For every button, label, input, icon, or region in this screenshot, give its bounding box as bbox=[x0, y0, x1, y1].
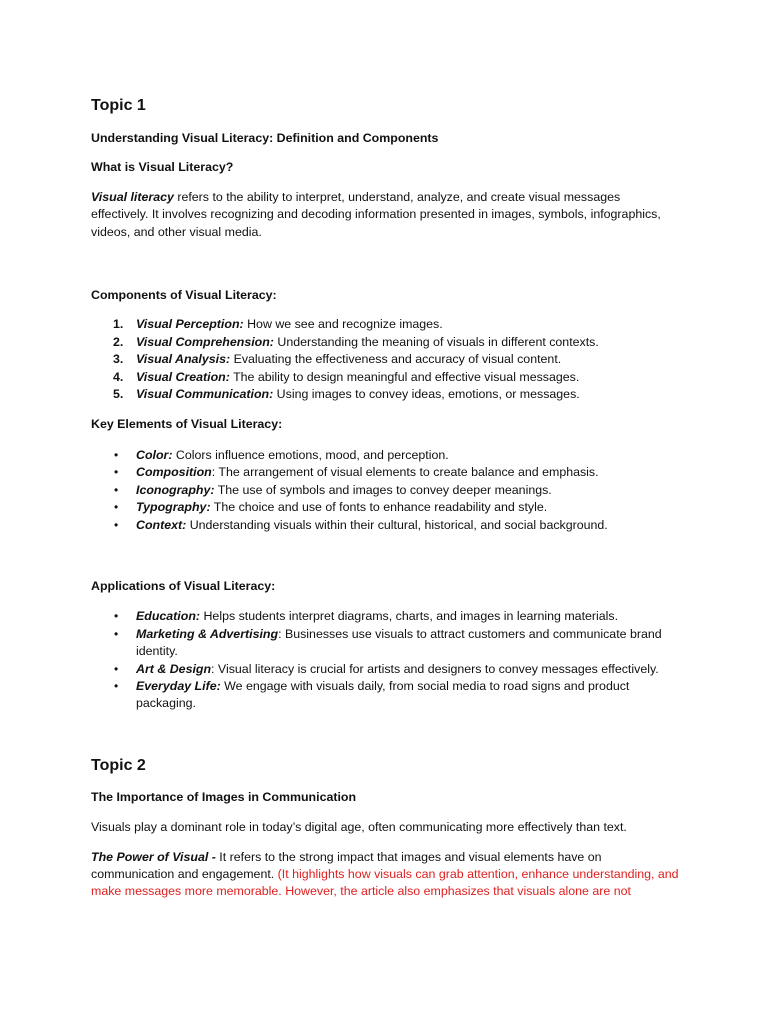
list-item bbox=[91, 464, 681, 481]
power-of-visual-paragraph bbox=[91, 849, 681, 901]
list-item bbox=[91, 316, 681, 333]
item-term: Education: bbox=[136, 609, 201, 624]
applications-heading: Applications of Visual Literacy: bbox=[91, 578, 276, 593]
bullet-icon: • bbox=[114, 626, 119, 641]
what-is-heading: What is Visual Literacy? bbox=[91, 160, 234, 175]
key-elements-heading: Key Elements of Visual Literacy: bbox=[91, 417, 283, 432]
item-term: Color: bbox=[136, 447, 173, 462]
list-item bbox=[91, 447, 681, 464]
list-number: 3. bbox=[113, 352, 124, 367]
item-term: Visual Creation: bbox=[136, 369, 230, 384]
list-item bbox=[91, 626, 681, 661]
topic-2-heading: Topic 2 bbox=[91, 756, 146, 774]
topic-2-title: The Importance of Images in Communication bbox=[91, 789, 357, 804]
topic-2-intro: Visuals play a dominant role in today’s digital age, often communicating more effectively than text. bbox=[91, 820, 627, 835]
list-item bbox=[91, 517, 681, 534]
list-item bbox=[91, 678, 681, 713]
item-text: Understanding the meaning of visuals in different contexts. bbox=[273, 334, 599, 349]
power-term: The Power of Visual - bbox=[91, 849, 216, 864]
item-text: Understanding visuals within their cultural, historical, and social background. bbox=[186, 517, 608, 532]
item-text: Evaluating the effectiveness and accuracy of visual content. bbox=[230, 352, 562, 367]
item-text: The choice and use of fonts to enhance readability and style. bbox=[210, 500, 548, 515]
item-term: Visual Comprehension: bbox=[136, 334, 274, 349]
list-item bbox=[91, 608, 681, 625]
item-text: We engage with visuals daily, from social media to road signs and product packaging. bbox=[136, 678, 630, 711]
definition-text: refers to the ability to interpret, understand, analyze, and create visual messages effectively. It involves recognizing and decoding information presented in images, symbols, infographics, videos, and other visual media. bbox=[91, 189, 661, 239]
bullet-icon: • bbox=[114, 447, 119, 462]
item-text: : The arrangement of visual elements to create balance and emphasis. bbox=[211, 465, 599, 480]
item-term: Typography: bbox=[136, 500, 211, 515]
bullet-icon: • bbox=[114, 661, 119, 676]
list-number: 2. bbox=[113, 334, 124, 349]
item-text: The ability to design meaningful and effective visual messages. bbox=[229, 369, 580, 384]
topic-1-heading: Topic 1 bbox=[91, 97, 146, 114]
list-item bbox=[91, 351, 681, 368]
list-number: 1. bbox=[113, 317, 124, 332]
item-text: Using images to convey ideas, emotions, or messages. bbox=[273, 387, 580, 402]
item-text: How we see and recognize images. bbox=[243, 317, 443, 332]
item-text: : Businesses use visuals to attract customers and communicate brand identity. bbox=[136, 626, 662, 659]
list-number: 5. bbox=[113, 387, 124, 402]
item-term: Art & Design bbox=[136, 661, 212, 676]
components-heading: Components of Visual Literacy: bbox=[91, 288, 277, 303]
list-item bbox=[91, 334, 681, 351]
bullet-icon: • bbox=[114, 465, 119, 480]
item-term: Composition bbox=[136, 465, 212, 480]
bullet-icon: • bbox=[114, 500, 119, 515]
item-text: Colors influence emotions, mood, and perception. bbox=[172, 447, 449, 462]
bullet-icon: • bbox=[114, 678, 119, 693]
list-item bbox=[91, 661, 681, 678]
list-item bbox=[91, 499, 681, 516]
bullet-icon: • bbox=[114, 517, 119, 532]
bullet-icon: • bbox=[114, 609, 119, 624]
item-term: Visual Analysis: bbox=[136, 352, 231, 367]
power-note: (It highlights how visuals can grab attention, enhance understanding, and make messages more memorable. However, the article also emphasizes that visuals alone are not bbox=[91, 866, 679, 899]
item-term: Visual Perception: bbox=[136, 317, 244, 332]
item-term: Iconography: bbox=[136, 482, 215, 497]
item-text: Helps students interpret diagrams, charts, and images in learning materials. bbox=[200, 609, 619, 624]
item-text: The use of symbols and images to convey deeper meanings. bbox=[214, 482, 552, 497]
item-term: Everyday Life: bbox=[136, 678, 221, 693]
item-term: Visual Communication: bbox=[136, 387, 274, 402]
power-text: It refers to the strong impact that images and visual elements have on communication and engagement. bbox=[91, 849, 602, 881]
applications-list bbox=[91, 608, 681, 712]
list-item bbox=[91, 386, 681, 403]
definition-paragraph bbox=[91, 189, 681, 241]
components-list bbox=[91, 316, 681, 403]
topic-1-title: Understanding Visual Literacy: Definition and Components bbox=[91, 131, 439, 145]
bullet-icon: • bbox=[114, 482, 119, 497]
definition-term: Visual literacy bbox=[91, 189, 174, 204]
item-term: Context: bbox=[136, 517, 187, 532]
list-item bbox=[91, 482, 681, 499]
list-number: 4. bbox=[113, 369, 124, 384]
list-item bbox=[91, 369, 681, 386]
key-elements-list bbox=[91, 447, 681, 534]
item-term: Marketing & Advertising bbox=[136, 626, 279, 641]
document-page bbox=[91, 96, 681, 901]
item-text: : Visual literacy is crucial for artists and designers to convey messages effectively. bbox=[211, 661, 659, 676]
